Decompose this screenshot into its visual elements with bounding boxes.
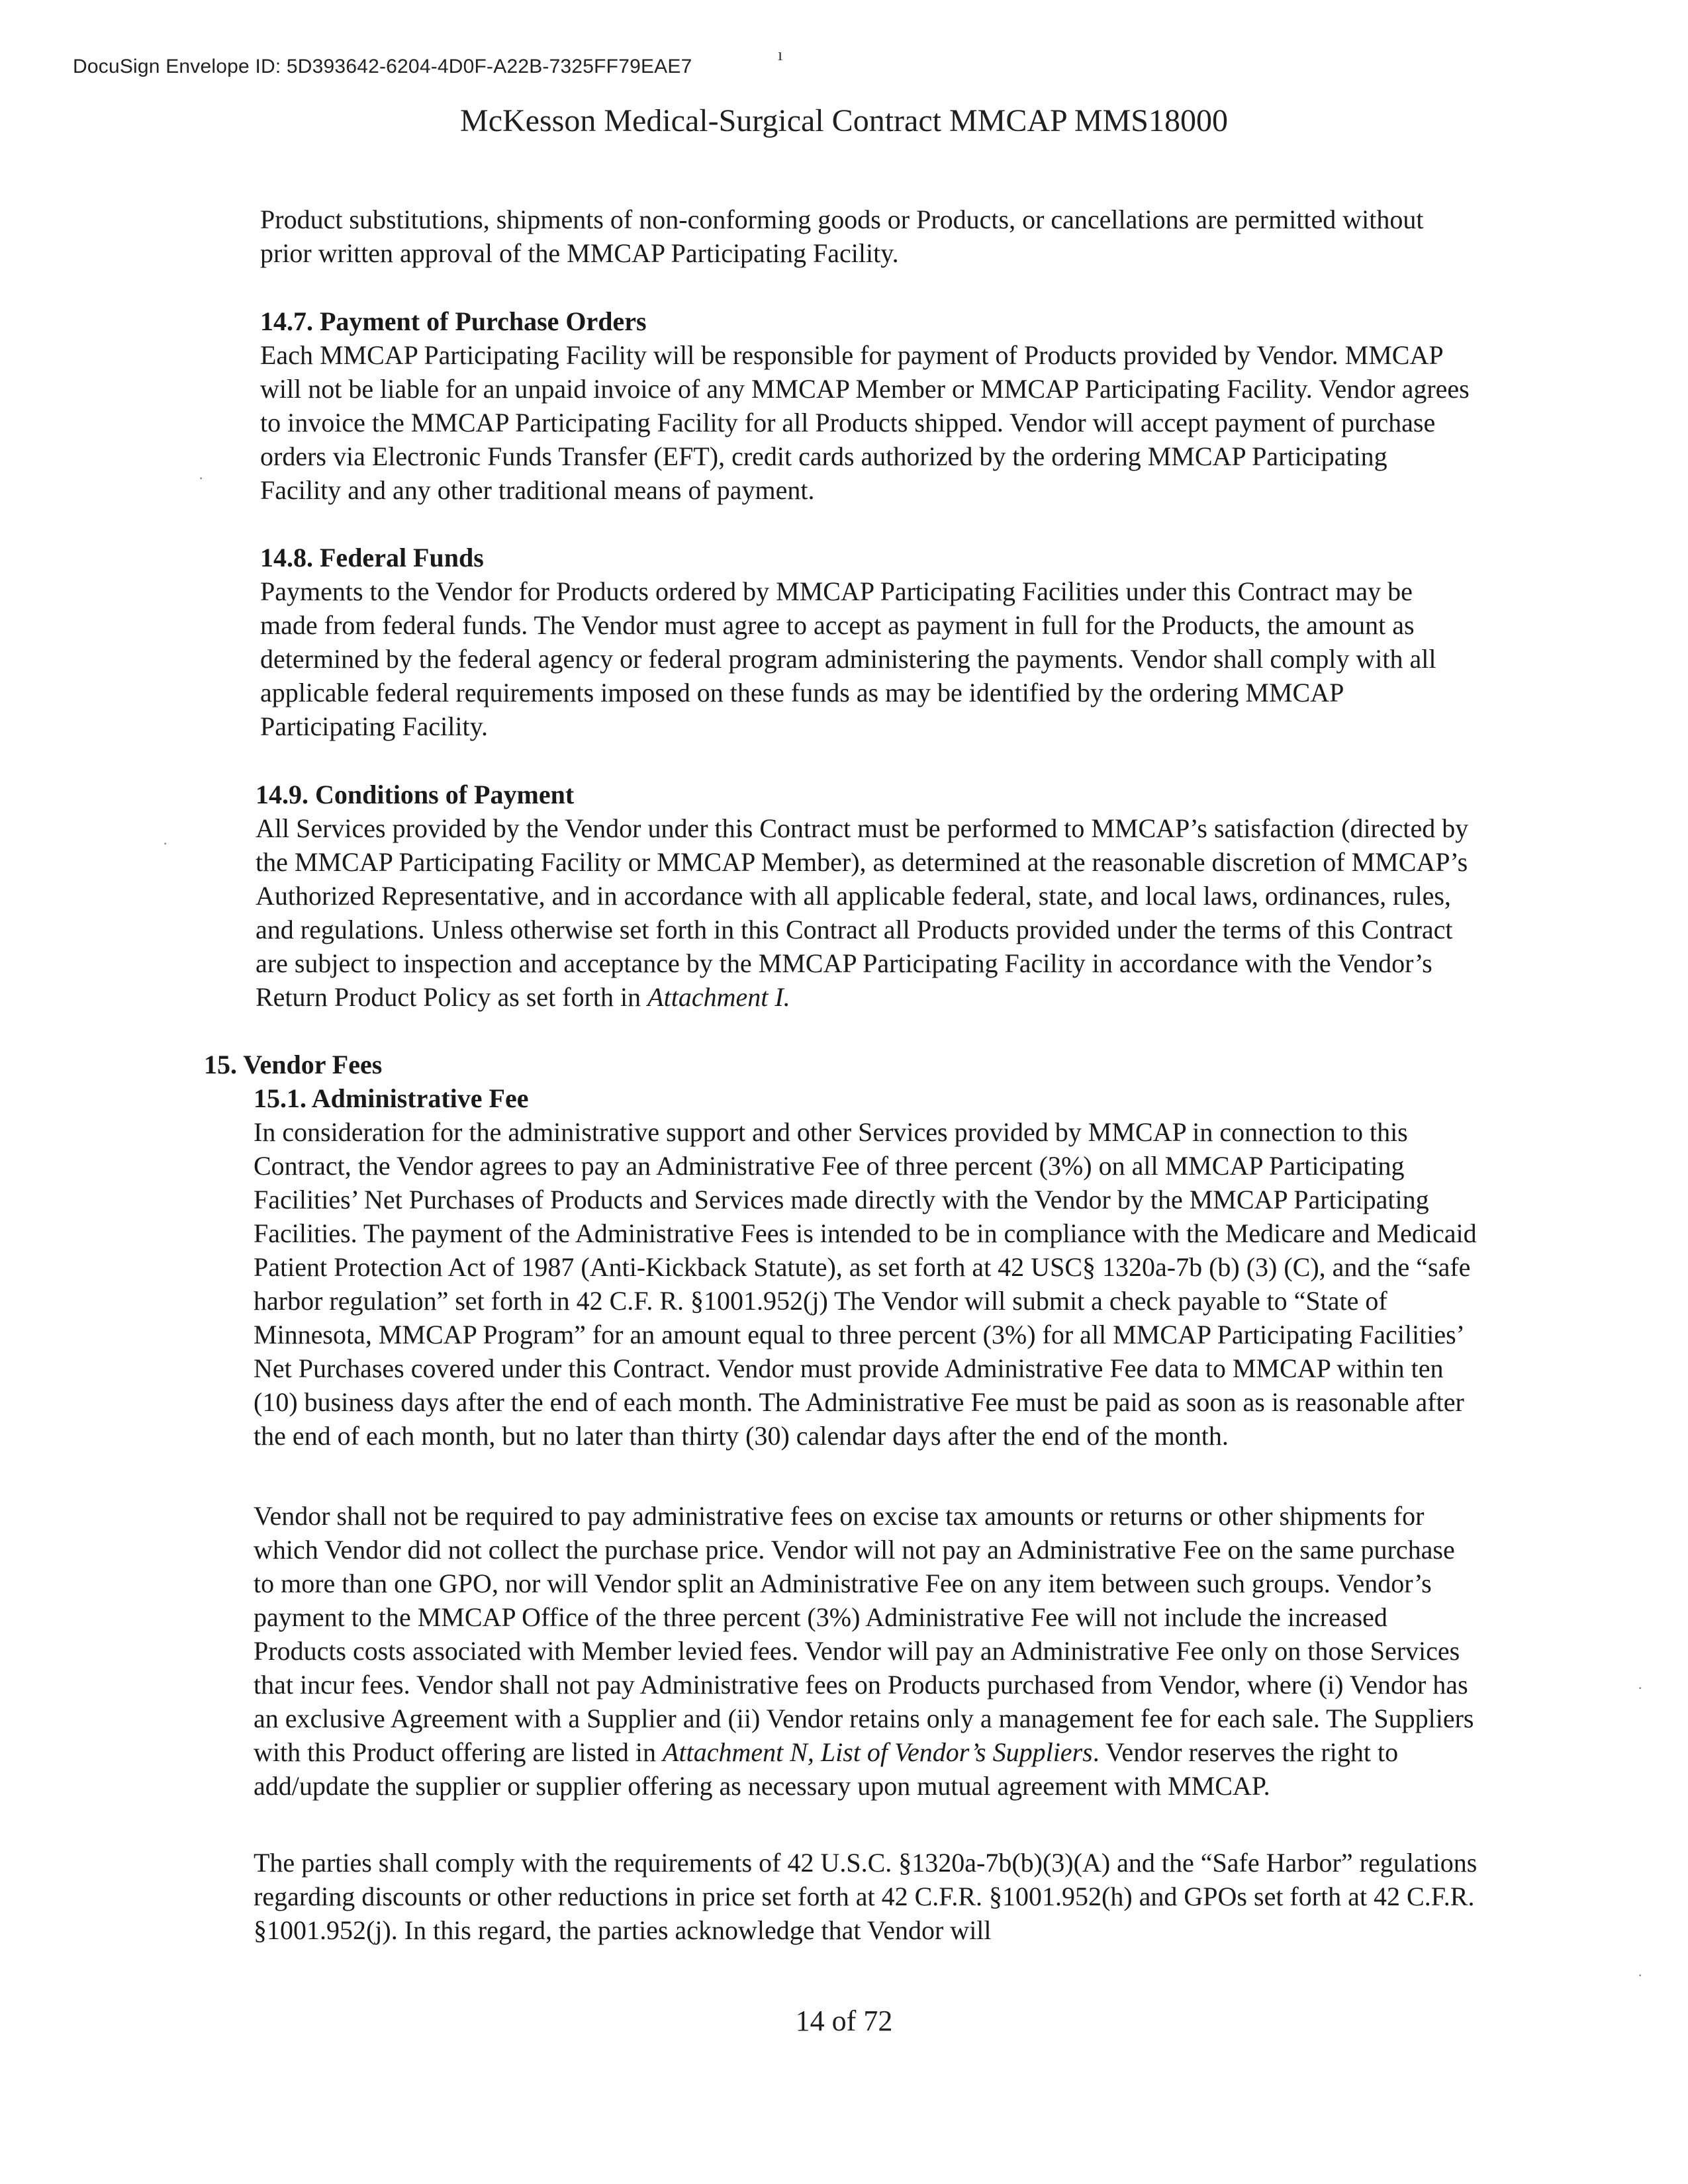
- section-14-7-heading: 14.7. Payment of Purchase Orders: [260, 306, 647, 336]
- docusign-envelope-id: DocuSign Envelope ID: 5D393642-6204-4D0F-A22B-7325FF79EAE7: [73, 56, 692, 77]
- intro-paragraph: [260, 203, 1472, 270]
- scan-speck: ·: [163, 835, 168, 852]
- paragraph-2-tail: . Vendor reserves the right to add/update the supplier or supplier offering as necessary upon mutual agreement with MMCAP.: [254, 1737, 1399, 1801]
- section-15-1-paragraph-2: [254, 1499, 1478, 1803]
- section-14-7-text: Each MMCAP Participating Facility will be responsible for payment of Products provided by Vendor. MMCAP will not be liable for an unpaid invoice of any MMCAP Member or MMCAP Participating Facility. Vendor agrees to invoice the MMCAP Participating Facility for all Products shipped. Vendor will accept payment of purchase orders via Electronic Funds Transfer (EFT), credit cards authorized by the ordering MMCAP Participating Facility and any other traditional means of payment.: [260, 340, 1470, 505]
- section-15-heading-block: [204, 1048, 402, 1081]
- section-14-9-heading: 14.9. Conditions of Payment: [256, 780, 575, 809]
- section-15-1-paragraph-3: The parties shall comply with the requirements of 42 U.S.C. §1320a-7b(b)(3)(A) and the “Safe Harbor” regulations regarding discounts or other reductions in price set forth at 42 C.F.R. §1001.952(h) and GPOs set forth at 42 C.F.R. §1001.952(j). In this regard, the parties acknowledge that Vendor will: [254, 1848, 1477, 1945]
- section-14-9: [256, 778, 1477, 1014]
- paragraph-2-body: Vendor shall not be required to pay administrative fees on excise tax amounts or returns or other shipments for which Vendor did not collect the purchase price. Vendor will not pay an Administrative Fee on the same purchase to more than one GPO, nor will Vendor split an Administrative Fee on any item between such groups. Vendor’s payment to the MMCAP Office of the three percent (3%) Administrative Fee will not include the increased Products costs associated with Member levied fees. Vendor will pay an Administrative Fee only on those Services that incur fees. Vendor shall not pay Administrative fees on Products purchased from Vendor, where (i) Vendor has an exclusive Agreement with a Supplier and (ii) Vendor retains only a management fee for each sale. The Suppliers with this Product offering are listed in: [254, 1501, 1474, 1767]
- page-number: 14 of 72: [795, 2005, 893, 2037]
- section-15-1-paragraph-1: In consideration for the administrative support and other Services provided by MMCAP in connection to this Contract, the Vendor agrees to pay an Administrative Fee of three percent (3%) on all MMCAP Participating Facilities’ Net Purchases of Products and Services made directly with the Vendor by the MMCAP Participating Facilities. The payment of the Administrative Fees is intended to be in compliance with the Medicare and Medicaid Patient Protection Act of 1987 (Anti-Kickback Statute), as set forth at 42 USC§ 1320a-7b (b) (3) (C), and the “safe harbor regulation” set forth in 42 C.F. R. §1001.952(j) The Vendor will submit a check payable to “State of Minnesota, MMCAP Program” for an amount equal to three percent (3%) for all MMCAP Participating Facilities’ Net Purchases covered under this Contract. Vendor must provide Administrative Fee data to MMCAP within ten (10) business days after the end of each month. The Administrative Fee must be paid as soon as is reasonable after the end of each month, but no later than thirty (30) calendar days after the end of the month.: [254, 1117, 1477, 1451]
- scan-speck: ·: [1638, 1680, 1643, 1696]
- section-14-9-body: All Services provided by the Vendor under this Contract must be performed to MMCAP’s satisfaction (directed by the MMCAP Participating Facility or MMCAP Member), as determined at the reasonable discretion of MMCAP’s Authorized Representative, and in accordance with all applicable federal, state, and local laws, ordinances, rules, and regulations. Unless otherwise set forth in this Contract all Products provided under the terms of this Contract are subject to inspection and acceptance by the MMCAP Participating Facility in accordance with the Vendor’s Return Product Policy as set forth in: [256, 813, 1469, 1012]
- section-14-8-heading: 14.8. Federal Funds: [260, 543, 484, 572]
- attachment-i-reference: Attachment I.: [647, 982, 790, 1012]
- section-15-heading: 15. Vendor Fees: [204, 1050, 383, 1079]
- scan-mark: ı: [778, 45, 783, 64]
- scan-speck: ·: [1638, 1967, 1643, 1983]
- section-14-9-text: [256, 811, 1477, 1014]
- attachment-n-reference: Attachment N, List of Vendor’s Suppliers: [663, 1737, 1093, 1767]
- section-14-8-text: Payments to the Vendor for Products ordered by MMCAP Participating Facilities under this Contract may be made from federal funds. The Vendor must agree to accept as payment in full for the Products, the amount as determined by the federal agency or federal program administering the payments. Vendor shall comply with all applicable federal requirements imposed on these funds as may be identified by the ordering MMCAP Participating Facility.: [260, 576, 1436, 741]
- section-15-1-heading: 15.1. Administrative Fee: [254, 1083, 529, 1113]
- section-15-1-paragraph-3-block: [254, 1846, 1478, 1947]
- section-14-7: [260, 304, 1472, 507]
- section-15-1-paragraph-2-block: [254, 1499, 1478, 1803]
- scan-speck: ·: [199, 470, 204, 486]
- section-14-8: [260, 541, 1472, 743]
- section-15-1: [254, 1081, 1478, 1453]
- page-header: McKesson Medical-Surgical Contract MMCAP MMS18000: [460, 103, 1228, 138]
- intro-text: Product substitutions, shipments of non-conforming goods or Products, or cancellations are permitted without prior written approval of the MMCAP Participating Facility.: [260, 205, 1424, 268]
